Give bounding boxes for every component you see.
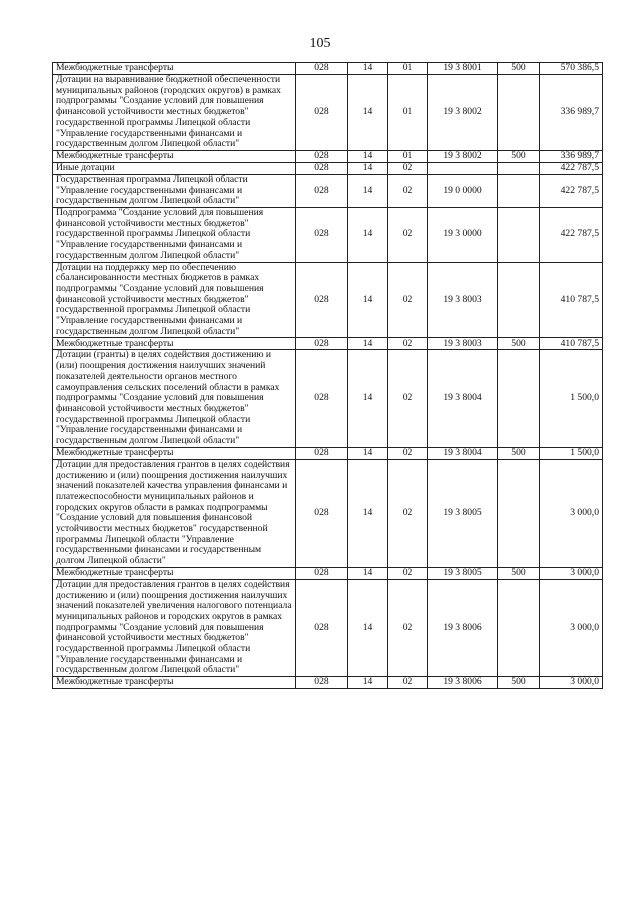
section-code: 14 bbox=[348, 350, 388, 447]
table-body bbox=[53, 63, 603, 689]
row-name: Дотации для предоставления грантов в целях содействия достижению и (или) поощрения достижения наилучших значений показателей качества управления финансами и платежеспособности муниципальных районов и городских округов области в рамках подпрограммы "Создание условий для повышения финансовой устойчивости местных бюджетов" государственной программы Липецкой области "Управление государственными финансами и государственным долгом Липецкой области" bbox=[53, 459, 296, 567]
target-article-code: 19 3 8004 bbox=[428, 447, 498, 459]
section-code: 14 bbox=[348, 75, 388, 151]
table-row bbox=[53, 174, 603, 207]
section-code: 14 bbox=[348, 447, 388, 459]
row-name: Межбюджетные трансферты bbox=[53, 567, 296, 579]
table-row bbox=[53, 447, 603, 459]
amount: 1 500,0 bbox=[540, 447, 603, 459]
ministry-code: 028 bbox=[296, 567, 348, 579]
target-article-code: 19 3 8003 bbox=[428, 338, 498, 350]
row-name: Межбюджетные трансферты bbox=[53, 150, 296, 162]
expense-type-code: 500 bbox=[498, 447, 540, 459]
section-code: 14 bbox=[348, 677, 388, 689]
table-row bbox=[53, 75, 603, 151]
section-code: 14 bbox=[348, 459, 388, 567]
expense-type-code bbox=[498, 262, 540, 338]
table-row bbox=[53, 350, 603, 447]
amount: 3 000,0 bbox=[540, 677, 603, 689]
row-name: Межбюджетные трансферты bbox=[53, 447, 296, 459]
subsection-code: 02 bbox=[388, 208, 428, 263]
target-article-code: 19 3 8004 bbox=[428, 350, 498, 447]
section-code: 14 bbox=[348, 174, 388, 207]
target-article-code: 19 3 8002 bbox=[428, 150, 498, 162]
expense-type-code bbox=[498, 459, 540, 567]
budget-table bbox=[52, 62, 603, 689]
target-article-code: 19 3 8006 bbox=[428, 677, 498, 689]
expense-type-code bbox=[498, 174, 540, 207]
section-code: 14 bbox=[348, 567, 388, 579]
target-article-code: 19 3 8005 bbox=[428, 567, 498, 579]
subsection-code: 02 bbox=[388, 262, 428, 338]
expense-type-code: 500 bbox=[498, 150, 540, 162]
section-code: 14 bbox=[348, 162, 388, 174]
section-code: 14 bbox=[348, 150, 388, 162]
row-name: Дотации (гранты) в целях содействия достижению и (или) поощрения достижения наилучших значений показателей деятельности органов местного самоуправления сельских поселений области в рамках подпрограммы "Создание условий для повышения финансовой устойчивости местных бюджетов" государственной программы Липецкой области "Управление государственными финансами и государственным долгом Липецкой области" bbox=[53, 350, 296, 447]
amount: 3 000,0 bbox=[540, 579, 603, 676]
subsection-code: 02 bbox=[388, 567, 428, 579]
table-row bbox=[53, 338, 603, 350]
ministry-code: 028 bbox=[296, 447, 348, 459]
amount: 422 787,5 bbox=[540, 208, 603, 263]
subsection-code: 02 bbox=[388, 174, 428, 207]
ministry-code: 028 bbox=[296, 459, 348, 567]
amount: 410 787,5 bbox=[540, 262, 603, 338]
target-article-code: 19 0 0000 bbox=[428, 174, 498, 207]
subsection-code: 02 bbox=[388, 459, 428, 567]
expense-type-code bbox=[498, 579, 540, 676]
amount: 336 989,7 bbox=[540, 150, 603, 162]
subsection-code: 02 bbox=[388, 350, 428, 447]
amount: 1 500,0 bbox=[540, 350, 603, 447]
section-code: 14 bbox=[348, 262, 388, 338]
ministry-code: 028 bbox=[296, 75, 348, 151]
subsection-code: 01 bbox=[388, 63, 428, 75]
table-row bbox=[53, 63, 603, 75]
ministry-code: 028 bbox=[296, 579, 348, 676]
subsection-code: 02 bbox=[388, 162, 428, 174]
subsection-code: 02 bbox=[388, 579, 428, 676]
section-code: 14 bbox=[348, 338, 388, 350]
row-name: Межбюджетные трансферты bbox=[53, 63, 296, 75]
expense-type-code bbox=[498, 208, 540, 263]
expense-type-code bbox=[498, 75, 540, 151]
table-row bbox=[53, 579, 603, 676]
ministry-code: 028 bbox=[296, 262, 348, 338]
target-article-code: 19 3 0000 bbox=[428, 208, 498, 263]
ministry-code: 028 bbox=[296, 63, 348, 75]
expense-type-code: 500 bbox=[498, 63, 540, 75]
target-article-code bbox=[428, 162, 498, 174]
expense-type-code bbox=[498, 350, 540, 447]
table-row bbox=[53, 567, 603, 579]
ministry-code: 028 bbox=[296, 677, 348, 689]
section-code: 14 bbox=[348, 63, 388, 75]
table-row bbox=[53, 208, 603, 263]
table-row bbox=[53, 459, 603, 567]
target-article-code: 19 3 8006 bbox=[428, 579, 498, 676]
table-row bbox=[53, 162, 603, 174]
row-name: Дотации на выравнивание бюджетной обеспеченности муниципальных районов (городских округов) в рамках подпрограммы "Создание условий для повышения финансовой устойчивости местных бюджетов" государственной программы Липецкой области "Управление государственными финансами и государственным долгом Липецкой области" bbox=[53, 75, 296, 151]
subsection-code: 02 bbox=[388, 677, 428, 689]
row-name: Дотации для предоставления грантов в целях содействия достижению и (или) поощрения достижения наилучших значений показателей увеличения налогового потенциала муниципальных районов и городских округов в рамках подпрограммы "Создание условий для повышения финансовой устойчивости местных бюджетов" государственной программы Липецкой области "Управление государственными финансами и государственным долгом Липецкой области" bbox=[53, 579, 296, 676]
table-row bbox=[53, 150, 603, 162]
expense-type-code: 500 bbox=[498, 338, 540, 350]
subsection-code: 02 bbox=[388, 447, 428, 459]
amount: 422 787,5 bbox=[540, 174, 603, 207]
subsection-code: 01 bbox=[388, 150, 428, 162]
row-name: Иные дотации bbox=[53, 162, 296, 174]
subsection-code: 01 bbox=[388, 75, 428, 151]
expense-type-code bbox=[498, 162, 540, 174]
ministry-code: 028 bbox=[296, 350, 348, 447]
target-article-code: 19 3 8005 bbox=[428, 459, 498, 567]
amount: 570 386,5 bbox=[540, 63, 603, 75]
amount: 410 787,5 bbox=[540, 338, 603, 350]
target-article-code: 19 3 8001 bbox=[428, 63, 498, 75]
row-name: Дотации на поддержку мер по обеспечению сбалансированности местных бюджетов в рамках подпрограммы "Создание условий для повышения финансовой устойчивости местных бюджетов" государственной программы Липецкой области "Управление государственными финансами и государственным долгом Липецкой области" bbox=[53, 262, 296, 338]
amount: 3 000,0 bbox=[540, 567, 603, 579]
ministry-code: 028 bbox=[296, 150, 348, 162]
target-article-code: 19 3 8002 bbox=[428, 75, 498, 151]
amount: 3 000,0 bbox=[540, 459, 603, 567]
subsection-code: 02 bbox=[388, 338, 428, 350]
row-name: Межбюджетные трансферты bbox=[53, 338, 296, 350]
amount: 336 989,7 bbox=[540, 75, 603, 151]
page-number: 105 bbox=[309, 36, 331, 51]
expense-type-code: 500 bbox=[498, 677, 540, 689]
section-code: 14 bbox=[348, 208, 388, 263]
expense-type-code: 500 bbox=[498, 567, 540, 579]
ministry-code: 028 bbox=[296, 174, 348, 207]
ministry-code: 028 bbox=[296, 162, 348, 174]
table-row bbox=[53, 677, 603, 689]
row-name: Подпрограмма "Создание условий для повышения финансовой устойчивости местных бюджетов" государственной программы Липецкой области "Управление государственными финансами и государственным долгом Липецкой области" bbox=[53, 208, 296, 263]
row-name: Государственная программа Липецкой области "Управление государственными финансами и государственным долгом Липецкой области" bbox=[53, 174, 296, 207]
ministry-code: 028 bbox=[296, 208, 348, 263]
amount: 422 787,5 bbox=[540, 162, 603, 174]
target-article-code: 19 3 8003 bbox=[428, 262, 498, 338]
ministry-code: 028 bbox=[296, 338, 348, 350]
table-row bbox=[53, 262, 603, 338]
section-code: 14 bbox=[348, 579, 388, 676]
row-name: Межбюджетные трансферты bbox=[53, 677, 296, 689]
